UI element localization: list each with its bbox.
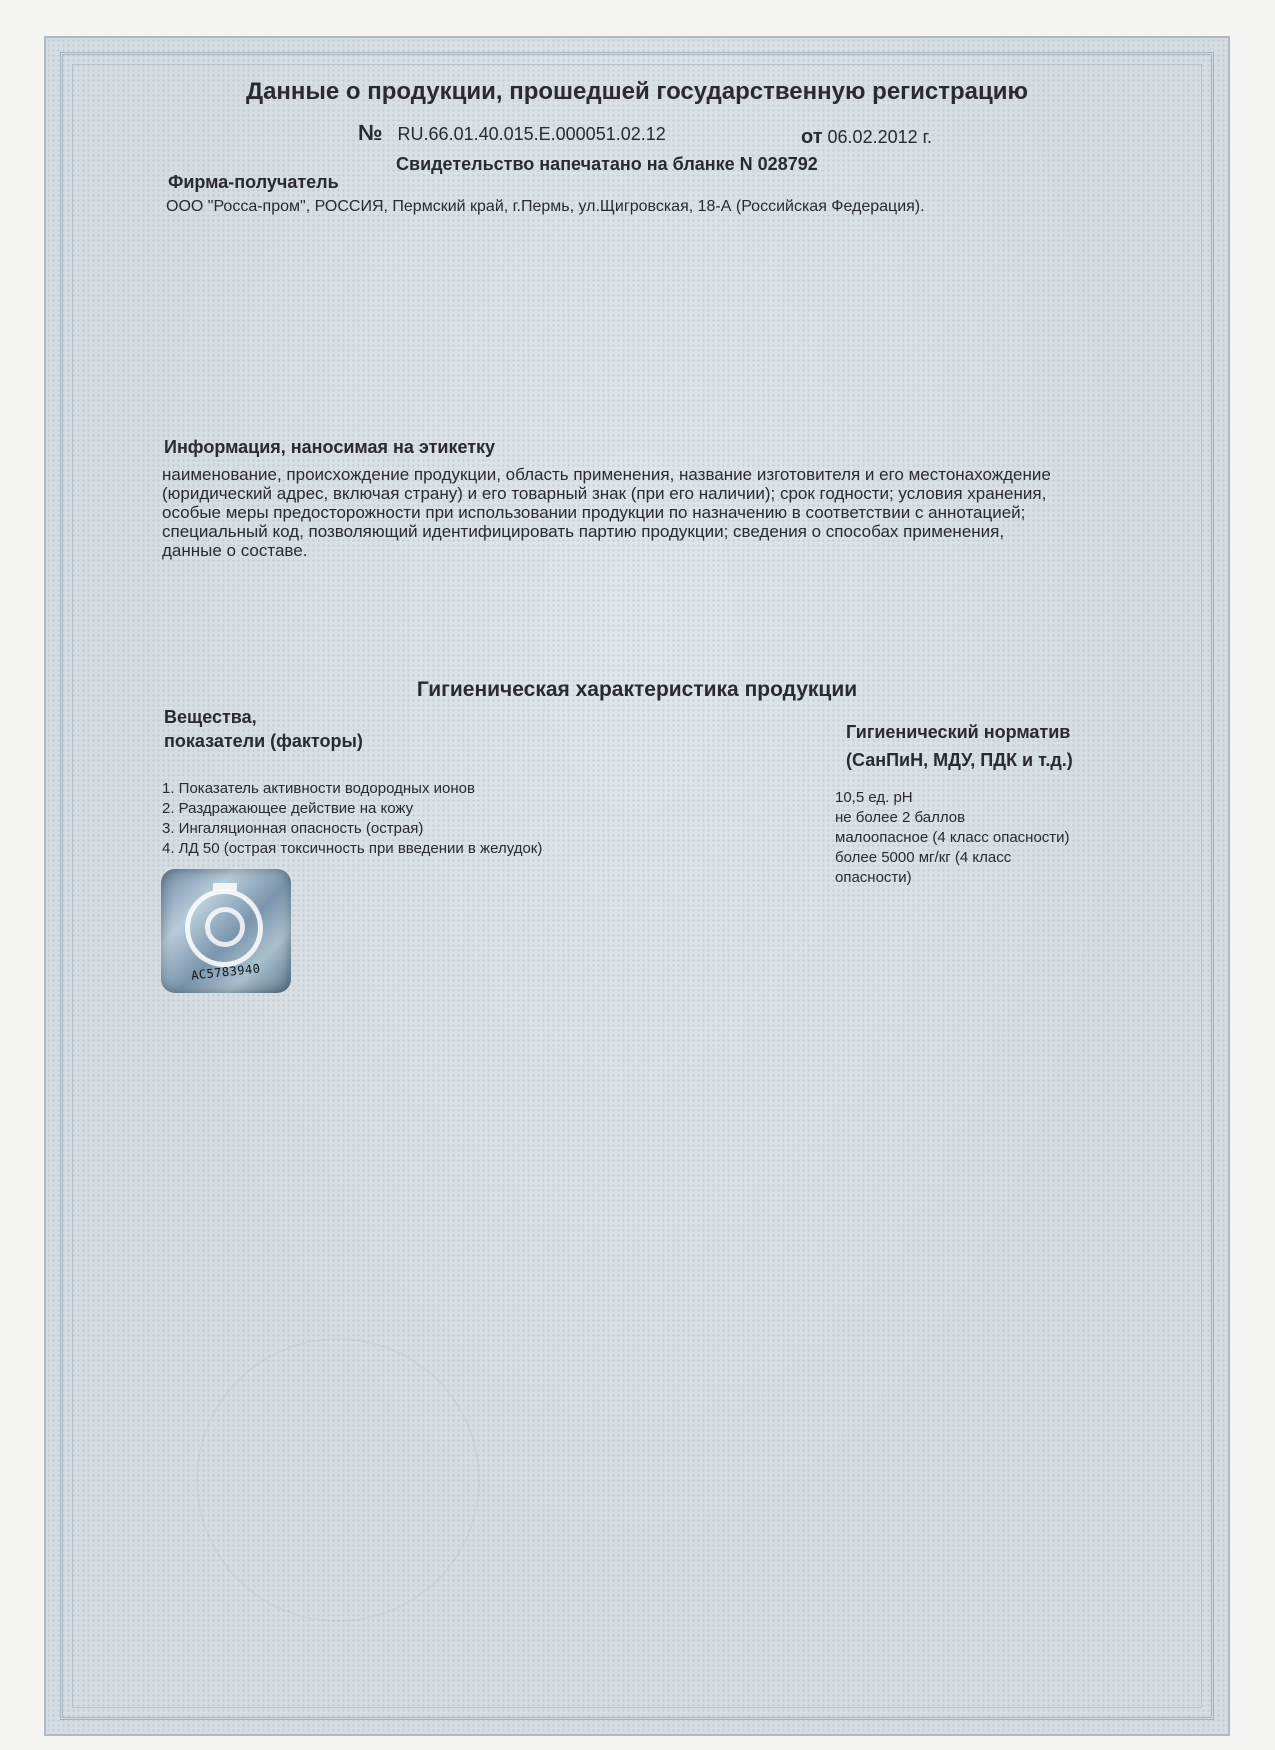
factors-heading-line1: Вещества, <box>164 707 257 727</box>
list-item: 10,5 ед. рН <box>835 789 913 806</box>
registration-number: RU.66.01.40.015.Е.000051.02.12 <box>397 124 666 144</box>
registration-number-row <box>358 120 666 146</box>
norms-heading-line2: (СанПиН, МДУ, ПДК и т.д.) <box>846 750 1073 770</box>
faint-stamp-impression <box>196 1338 480 1622</box>
recipient-text: ООО "Росса-пром", РОССИЯ, Пермский край, г.Пермь, ул.Щигровская, 18-А (Российская Федерация). <box>166 198 925 215</box>
hologram-code: AC5783940 <box>190 961 262 983</box>
seal-inner-ring <box>205 907 245 947</box>
list-item: опасности) <box>835 869 912 886</box>
factors-heading-line2: показатели (факторы) <box>164 731 363 751</box>
list-item: малоопасное (4 класс опасности) <box>835 829 1070 846</box>
factors-column-heading <box>164 705 363 753</box>
number-label: № <box>358 120 383 145</box>
registration-date-row <box>801 126 932 149</box>
factors-list <box>162 779 542 859</box>
date-label: от <box>801 126 823 148</box>
list-item: 1. Показатель активности водородных ионов <box>162 780 475 797</box>
document-title: Данные о продукции, прошедшей государственную регистрацию <box>245 78 1029 105</box>
norms-heading-line1: Гигиенический норматив <box>846 722 1071 742</box>
list-item: более 5000 мг/кг (4 класс <box>835 849 1012 866</box>
label-info-text: наименование, происхождение продукции, область применения, название изготовителя и его местонахождение (юридический адрес, включая страну) и его товарный знак (при его наличии); срок годности; условия хранения, особые меры предосторожности при использовании продукции по назначению в соответствии с аннотацией; специальный код, позволяющий идентифицировать партию продукции; сведения о способах применения, данные о составе. <box>162 465 1051 560</box>
blank-number: Свидетельство напечатано на бланке N 028792 <box>396 154 818 174</box>
list-item: 3. Ингаляционная опасность (острая) <box>162 820 424 837</box>
hygiene-heading: Гигиеническая характеристика продукции <box>416 678 858 701</box>
norms-list <box>835 788 1070 888</box>
recipient-heading: Фирма-получатель <box>168 172 339 192</box>
registration-date: 06.02.2012 г. <box>827 127 932 147</box>
list-item: 4. ЛД 50 (острая токсичность при введении в желудок) <box>162 840 543 857</box>
list-item: не более 2 баллов <box>835 809 966 826</box>
list-item: 2. Раздражающее действие на кожу <box>162 800 414 817</box>
norms-column-heading <box>846 718 1073 774</box>
certificate-sheet <box>44 36 1230 1736</box>
label-info-heading: Информация, наносимая на этикетку <box>164 437 496 457</box>
hologram-seal-icon <box>161 869 291 993</box>
